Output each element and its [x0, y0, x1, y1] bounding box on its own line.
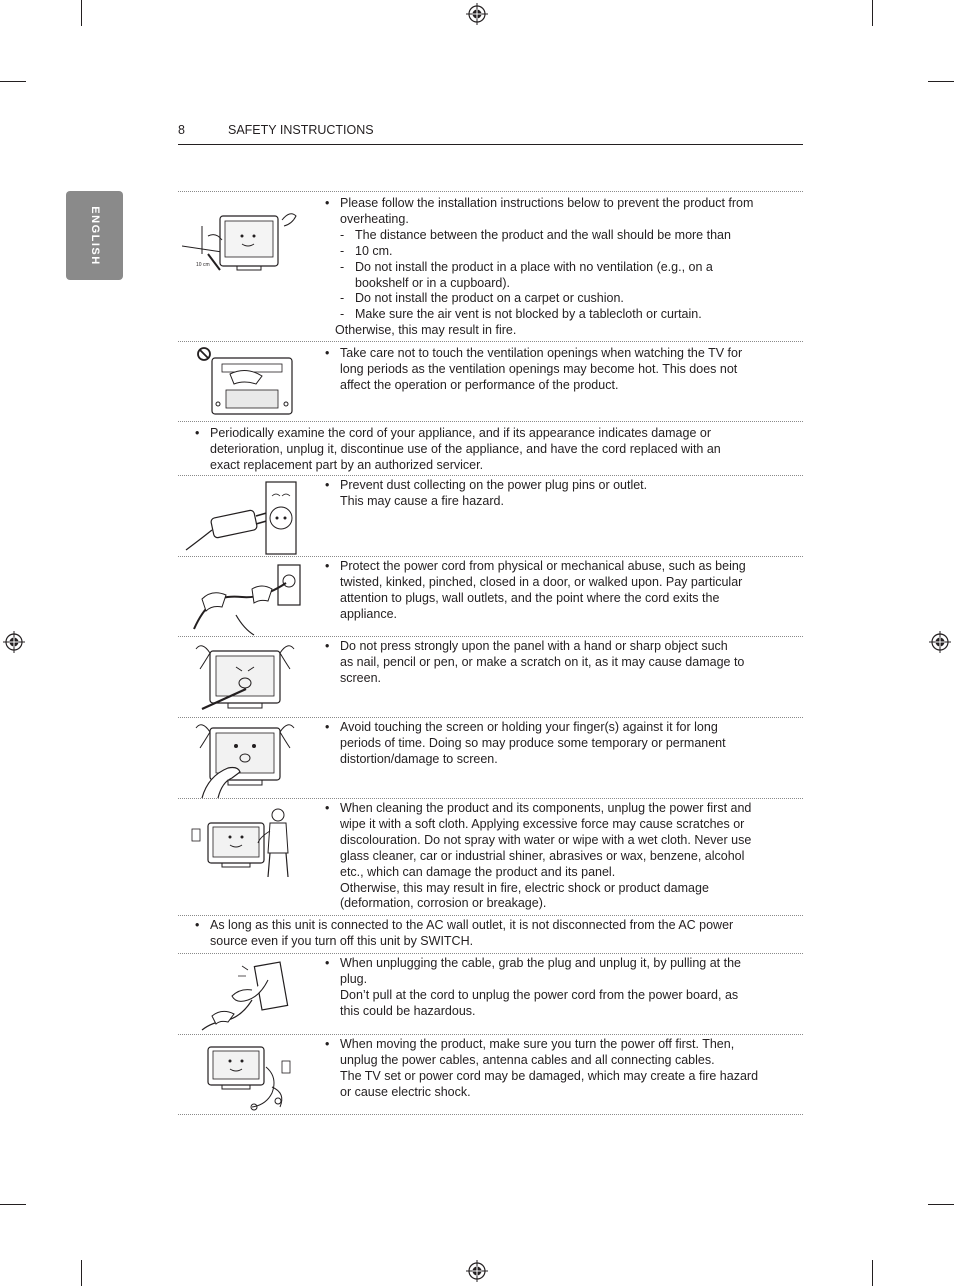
bullet-text: • Periodically examine the cord of your appliance, and if its appearance indicates damage or [193, 426, 793, 442]
line-text: This may cause a fire hazard. [340, 493, 504, 508]
clearance-label: 10 cm [196, 262, 210, 268]
line-text: The TV set or power cord may be damaged, which may create a fire hazard [340, 1068, 759, 1083]
line-text: plug. [340, 971, 368, 986]
bullet-text: • Please follow the installation instructions below to prevent the product from [323, 196, 788, 212]
safety-item [178, 421, 803, 475]
registration-mark-icon [3, 631, 25, 653]
unplug-by-plug-icon [182, 956, 302, 1034]
bullet-text: • When moving the product, make sure you turn the power off first. Then, [323, 1037, 788, 1053]
crop-mark [872, 1260, 873, 1286]
line-text: long periods as the ventilation openings may become hot. This does not [340, 361, 738, 376]
line-text: discolouration. Do not spray with water or wipe with a wet cloth. Never use [340, 832, 752, 847]
line-text: distortion/damage to screen. [340, 751, 498, 766]
page-number: 8 [178, 123, 185, 137]
line-text [323, 244, 788, 260]
registration-mark-icon [466, 3, 488, 25]
bullet-text: • When cleaning the product and its components, unplug the power first and [323, 801, 788, 817]
language-tab [66, 191, 123, 280]
ventilation-warning-icon [182, 344, 302, 418]
page-header [178, 122, 803, 145]
line-text: as nail, pencil or pen, or make a scratch on it, as it may cause damage to [340, 654, 745, 669]
line-text: unplug the power cables, antenna cables and all connecting cables. [340, 1052, 715, 1067]
line-text: wipe it with a soft cloth. Applying excessive force may cause scratches or [340, 816, 745, 831]
crop-mark [81, 0, 82, 26]
crop-mark [872, 0, 873, 26]
line-text: Don’t pull at the cord to unplug the power cord from the power board, as [340, 987, 739, 1002]
bullet-text: • Avoid touching the screen or holding your finger(s) against it for long [323, 720, 788, 736]
line-text: bookshelf or in a cupboard). [355, 275, 510, 290]
safety-item [178, 556, 803, 636]
line-text: attention to plugs, wall outlets, and the point where the cord exits the [340, 590, 720, 605]
line-text: screen. [340, 670, 381, 685]
line-text: overheating. [340, 211, 409, 226]
dash-text: - Do not install the product in a place with no ventilation (e.g., on a [323, 260, 788, 276]
line-text: 10 cm. [355, 243, 393, 258]
line-text: this could be hazardous. [340, 1003, 476, 1018]
line-text: twisted, kinked, pinched, closed in a door, or walked upon. Pay particular [340, 574, 743, 589]
line-text: exact replacement part by an authorized servicer. [210, 457, 484, 472]
bullet-text: • Prevent dust collecting on the power plug pins or outlet. [323, 478, 788, 494]
line-text: periods of time. Doing so may produce some temporary or permanent [340, 735, 726, 750]
line-text: Otherwise, this may result in fire, electric shock or product damage [340, 880, 709, 895]
finger-touch-screen-icon [182, 720, 302, 798]
crop-mark [928, 1204, 954, 1205]
safety-item [178, 717, 803, 798]
power-cord-abuse-icon [182, 559, 302, 637]
registration-mark-icon [466, 1260, 488, 1282]
safety-item [178, 953, 803, 1034]
safety-item [178, 341, 803, 421]
line-text: Otherwise, this may result in fire. [335, 323, 517, 338]
safety-item [178, 798, 803, 915]
safety-item [178, 1034, 803, 1115]
dash-text: - Make sure the air vent is not blocked by a tablecloth or curtain. [323, 307, 788, 323]
language-tab-label: ENGLISH [88, 205, 101, 266]
section-title: SAFETY INSTRUCTIONS [228, 123, 374, 137]
tv-wall-clearance-icon [182, 196, 302, 276]
bullet-text: • Do not press strongly upon the panel with a hand or sharp object such [323, 639, 788, 655]
crop-mark [928, 81, 954, 82]
registration-mark-icon [929, 631, 951, 653]
crop-mark [0, 81, 26, 82]
line-text: appliance. [340, 606, 397, 621]
moving-tv-icon [182, 1037, 302, 1115]
safety-item [178, 636, 803, 717]
cleaning-tv-icon [182, 803, 302, 883]
crop-mark [0, 1204, 26, 1205]
bullet-text: • As long as this unit is connected to the AC wall outlet, it is not disconnected from the AC power [193, 918, 793, 934]
dusty-plug-icon [182, 478, 302, 556]
line-text: or cause electric shock. [340, 1084, 471, 1099]
line-text: deterioration, unplug it, discontinue use of the appliance, and have the cord replaced with an [210, 441, 721, 456]
crop-mark [81, 1260, 82, 1286]
bullet-text: • When unplugging the cable, grab the plug and unplug it, by pulling at the [323, 956, 788, 972]
dash-text: - The distance between the product and the wall should be more than [323, 228, 788, 244]
bullet-text: • Take care not to touch the ventilation openings when watching the TV for [323, 346, 788, 362]
dash-text: - Do not install the product on a carpet or cushion. [323, 291, 788, 307]
bullet-text: • Protect the power cord from physical or mechanical abuse, such as being [323, 559, 788, 575]
line-text: glass cleaner, car or industrial shiner, abrasives or wax, benzene, alcohol [340, 848, 745, 863]
line-text: (deformation, corrosion or breakage). [340, 896, 547, 911]
safety-item [178, 191, 803, 341]
line-text: affect the operation or performance of the product. [340, 377, 619, 392]
panel-press-icon [182, 639, 302, 717]
safety-item [178, 915, 803, 953]
line-text: etc., which can damage the product and its panel. [340, 864, 616, 879]
safety-item [178, 475, 803, 556]
line-text: source even if you turn off this unit by SWITCH. [210, 933, 474, 948]
